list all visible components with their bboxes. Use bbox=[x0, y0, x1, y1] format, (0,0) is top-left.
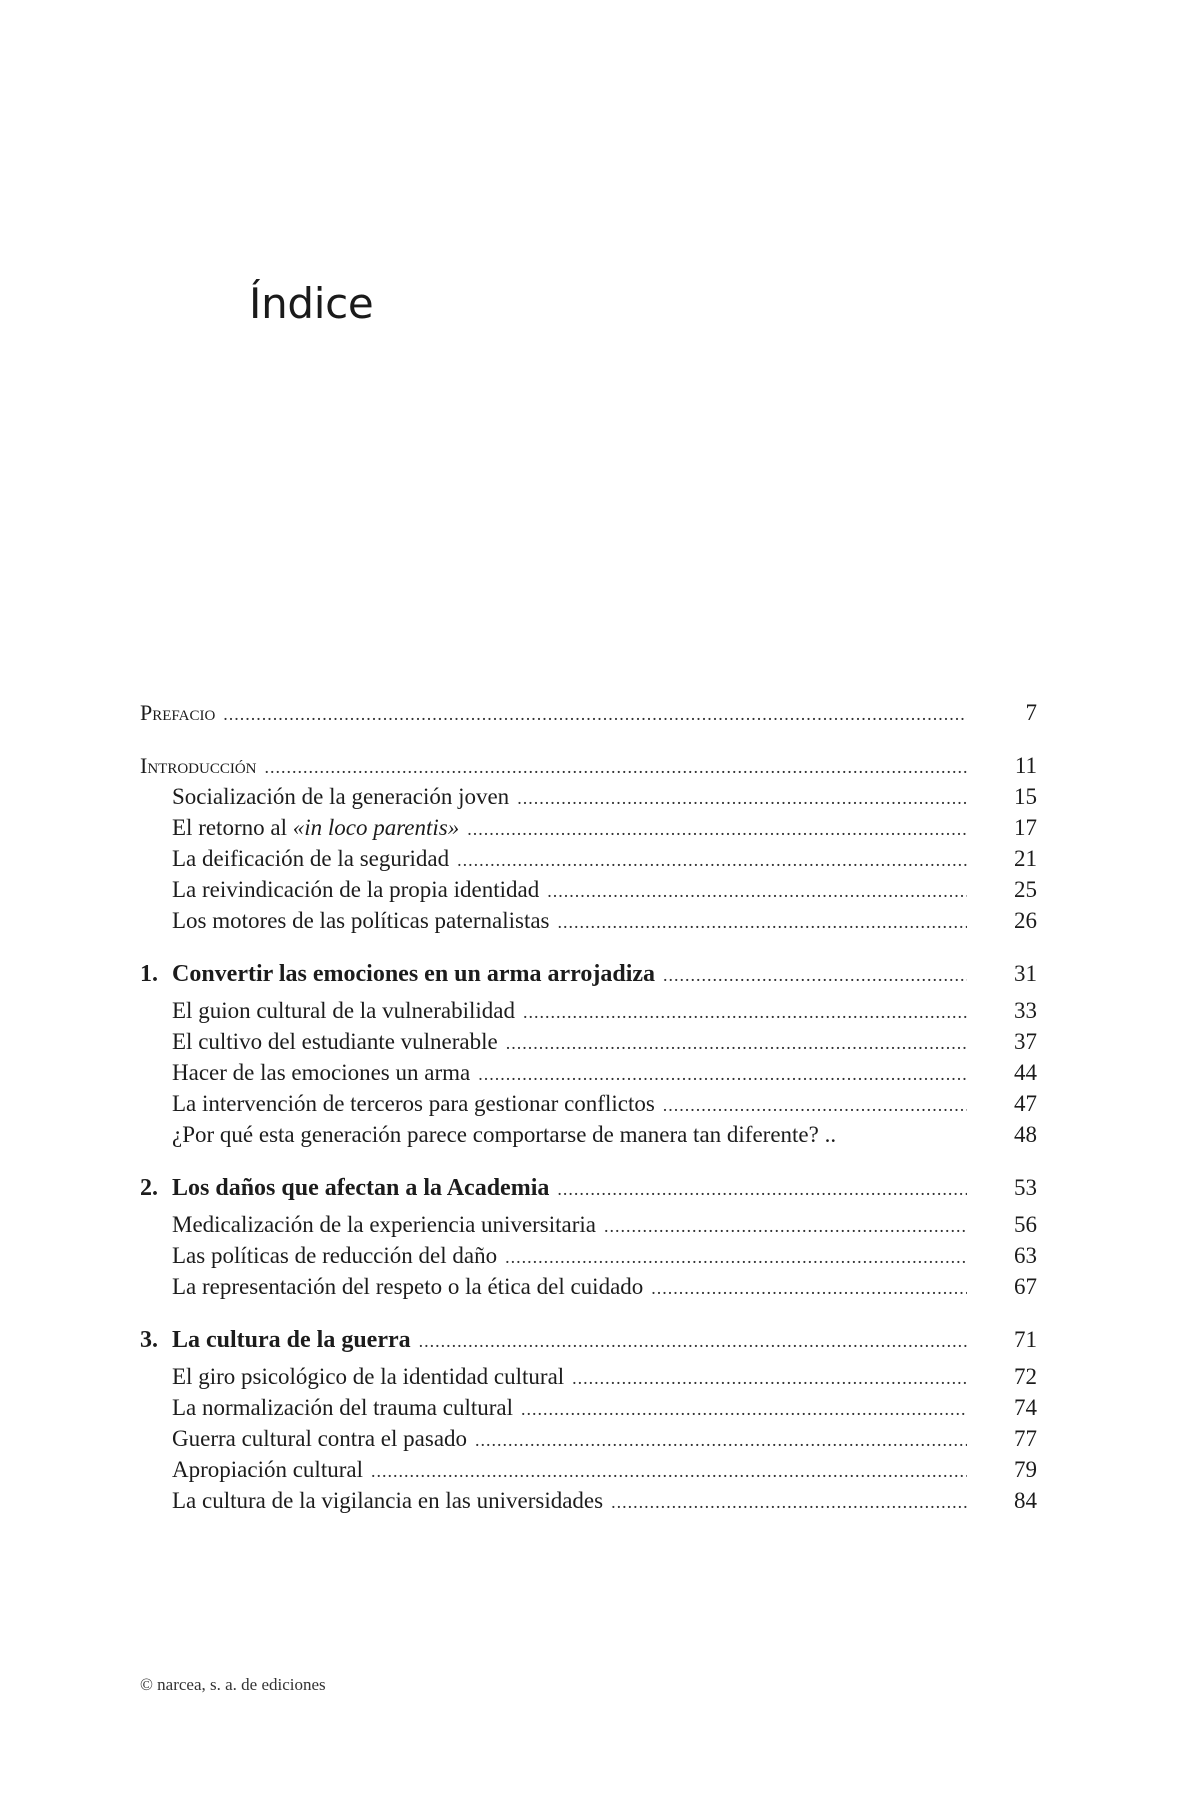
dot-leader bbox=[663, 1090, 967, 1121]
dot-leader bbox=[663, 960, 967, 991]
toc-entry-label: La normalización del trauma cultural bbox=[172, 1395, 514, 1420]
dot-leader bbox=[547, 876, 967, 907]
toc-chapter-3[interactable] bbox=[140, 1324, 1037, 1355]
toc-entry-label: Introducción bbox=[140, 753, 257, 778]
dot-leader bbox=[523, 997, 967, 1028]
toc-entry-label: Guerra cultural contra el pasado bbox=[172, 1426, 468, 1451]
toc-entry-introduccion[interactable] bbox=[140, 750, 1037, 781]
copyright-footer: © narcea, s. a. de ediciones bbox=[140, 1675, 326, 1694]
dot-leader bbox=[558, 907, 968, 938]
toc-page-number: 31 bbox=[1014, 961, 1037, 986]
toc-subentry[interactable] bbox=[140, 1209, 1037, 1240]
toc-entry-label: La representación del respeto o la ética del cuidado bbox=[172, 1274, 644, 1299]
toc-subentry[interactable] bbox=[140, 874, 1037, 905]
dot-leader bbox=[521, 1394, 967, 1425]
dot-leader bbox=[506, 1028, 967, 1059]
chapter-number: 3. bbox=[140, 1327, 158, 1353]
toc-page-number: 26 bbox=[1014, 908, 1037, 933]
toc-section-chapter-3 bbox=[140, 1324, 1037, 1516]
toc-chapter-2[interactable] bbox=[140, 1172, 1037, 1203]
toc-subentry[interactable] bbox=[140, 1454, 1037, 1485]
dot-leader bbox=[457, 845, 967, 876]
dot-leader bbox=[572, 1363, 967, 1394]
toc-subentry[interactable] bbox=[140, 1119, 1037, 1150]
dot-leader bbox=[505, 1242, 967, 1273]
toc-subentry[interactable] bbox=[140, 1271, 1037, 1302]
toc-page-number: 56 bbox=[1014, 1212, 1037, 1237]
toc-page-number: 47 bbox=[1014, 1091, 1037, 1116]
dot-leader bbox=[557, 1174, 967, 1205]
toc-entry-label: El giro psicológico de la identidad cultural bbox=[172, 1364, 565, 1389]
dot-leader bbox=[611, 1487, 967, 1518]
dot-leader bbox=[604, 1211, 967, 1242]
toc-subentry[interactable] bbox=[140, 1057, 1037, 1088]
chapter-number: 2. bbox=[140, 1175, 158, 1201]
dot-leader bbox=[419, 1326, 967, 1357]
toc-entry-label: La deificación de la seguridad bbox=[172, 846, 450, 871]
chapter-number: 1. bbox=[140, 961, 158, 987]
toc-page-number: 71 bbox=[1014, 1327, 1037, 1352]
toc-entry-label: ¿Por qué esta generación parece comportarse de manera tan diferente? .. bbox=[172, 1122, 837, 1147]
toc-entry-prefacio[interactable] bbox=[140, 697, 1037, 728]
dot-leader bbox=[475, 1425, 967, 1456]
toc-page-number: 11 bbox=[1014, 753, 1037, 778]
toc-entry-label bbox=[172, 812, 459, 843]
toc-page-number: 48 bbox=[1014, 1122, 1037, 1147]
toc-page-number: 74 bbox=[1014, 1395, 1037, 1420]
dot-leader bbox=[467, 814, 967, 845]
toc-subentry[interactable] bbox=[140, 812, 1037, 843]
toc-entry-label: Medicalización de la experiencia universitaria bbox=[172, 1212, 597, 1237]
dot-leader bbox=[651, 1273, 967, 1304]
page-title: Índice bbox=[249, 279, 374, 328]
toc-section-chapter-2 bbox=[140, 1172, 1037, 1302]
toc-page-number: 44 bbox=[1014, 1060, 1037, 1085]
toc-subentry[interactable] bbox=[140, 1423, 1037, 1454]
toc-subentry[interactable] bbox=[140, 1361, 1037, 1392]
toc-page-number: 37 bbox=[1014, 1029, 1037, 1054]
toc-page-number: 53 bbox=[1014, 1175, 1037, 1200]
toc-page-number: 33 bbox=[1014, 998, 1037, 1023]
toc-subentry[interactable] bbox=[140, 1240, 1037, 1271]
toc-subentry[interactable] bbox=[140, 1485, 1037, 1516]
toc-subentry[interactable] bbox=[140, 1026, 1037, 1057]
toc-entry-label: Apropiación cultural bbox=[172, 1457, 363, 1482]
toc-entry-label: Convertir las emociones en un arma arrojadiza bbox=[172, 961, 656, 987]
toc-page-number: 79 bbox=[1014, 1457, 1037, 1482]
toc-entry-label-prefix: El retorno al bbox=[172, 815, 293, 840]
dot-leader bbox=[517, 783, 967, 814]
dot-leader bbox=[478, 1059, 967, 1090]
toc-page-number: 72 bbox=[1014, 1364, 1037, 1389]
toc-entry-label: Prefacio bbox=[140, 700, 216, 725]
toc-subentry[interactable] bbox=[140, 905, 1037, 936]
toc-page-number: 63 bbox=[1014, 1243, 1037, 1268]
toc-entry-label: Socialización de la generación joven bbox=[172, 784, 510, 809]
toc-subentry[interactable] bbox=[140, 1088, 1037, 1119]
toc-chapter-1[interactable] bbox=[140, 958, 1037, 989]
toc-section-introduccion bbox=[140, 750, 1037, 936]
toc-subentry[interactable] bbox=[140, 843, 1037, 874]
toc-section-chapter-1 bbox=[140, 958, 1037, 1150]
toc-page-number: 7 bbox=[1025, 700, 1037, 725]
toc-entry-label: El cultivo del estudiante vulnerable bbox=[172, 1029, 498, 1054]
toc-page-number: 21 bbox=[1014, 846, 1037, 871]
toc-entry-label: El guion cultural de la vulnerabilidad bbox=[172, 998, 515, 1023]
toc-entry-label: La reivindicación de la propia identidad bbox=[172, 877, 540, 902]
toc-entry-label: Los motores de las políticas paternalistas bbox=[172, 908, 550, 933]
dot-leader bbox=[265, 752, 968, 783]
toc-page-number: 15 bbox=[1014, 784, 1037, 809]
toc-subentry[interactable] bbox=[140, 1392, 1037, 1423]
toc-page-number: 84 bbox=[1014, 1488, 1037, 1513]
toc-page-number: 17 bbox=[1014, 815, 1037, 840]
toc-section-prefacio bbox=[140, 697, 1037, 728]
toc-entry-label: La intervención de terceros para gestionar conflictos bbox=[172, 1091, 655, 1116]
table-of-contents bbox=[140, 697, 1037, 1538]
toc-entry-label: Las políticas de reducción del daño bbox=[172, 1243, 498, 1268]
toc-entry-label: La cultura de la guerra bbox=[172, 1327, 411, 1353]
toc-entry-label: La cultura de la vigilancia en las universidades bbox=[172, 1488, 604, 1513]
toc-entry-label: Hacer de las emociones un arma bbox=[172, 1060, 471, 1085]
toc-subentry[interactable] bbox=[140, 781, 1037, 812]
toc-page-number: 77 bbox=[1014, 1426, 1037, 1451]
toc-entry-label: Los daños que afectan a la Academia bbox=[172, 1175, 550, 1201]
toc-entry-label-italic: «in loco parentis» bbox=[292, 815, 460, 840]
toc-page-number: 67 bbox=[1014, 1274, 1037, 1299]
toc-page-number: 25 bbox=[1014, 877, 1037, 902]
dot-leader bbox=[223, 699, 967, 730]
dot-leader bbox=[371, 1456, 967, 1487]
toc-subentry[interactable] bbox=[140, 995, 1037, 1026]
